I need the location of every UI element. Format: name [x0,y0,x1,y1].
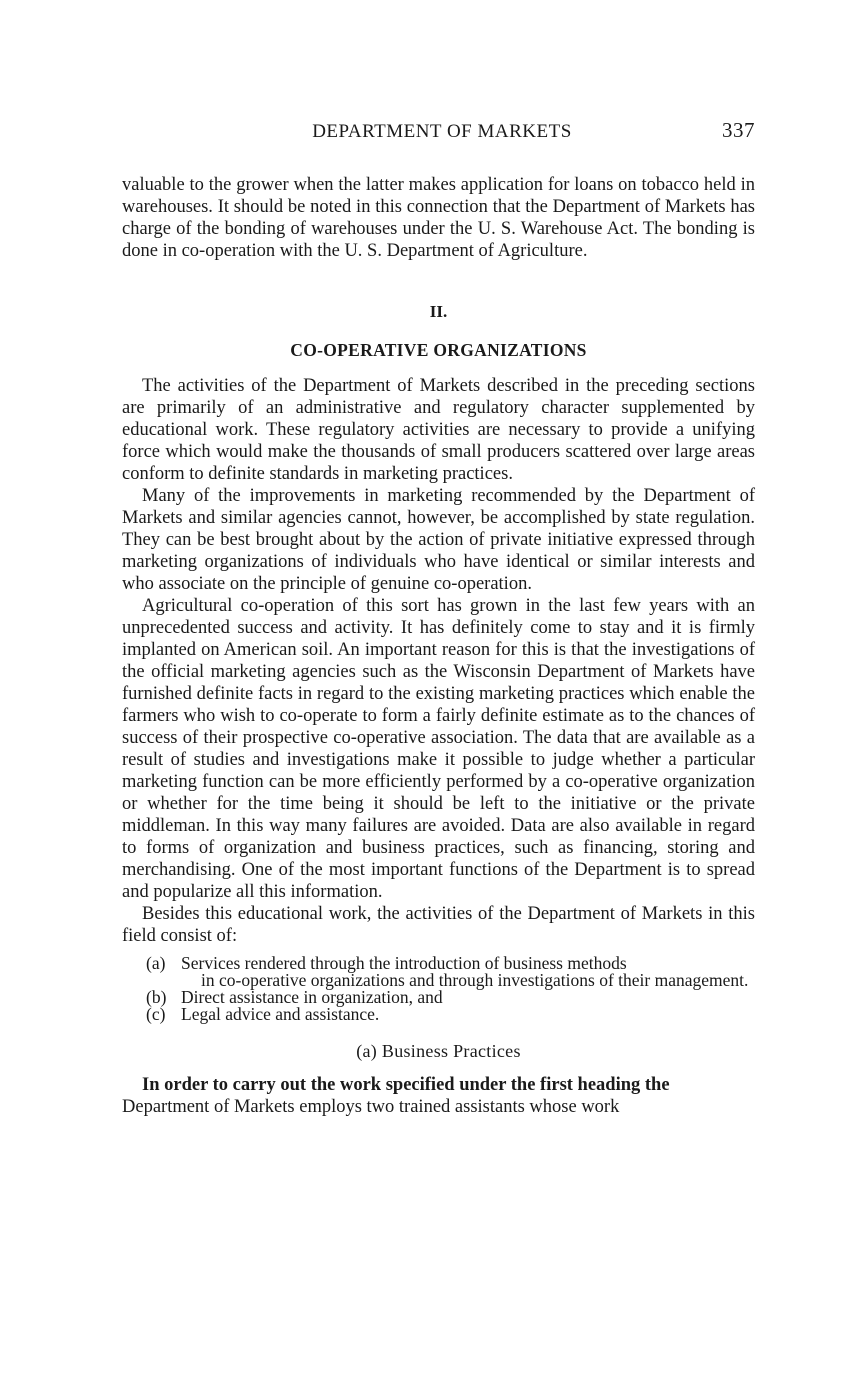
list-item [122,1006,755,1023]
section-title: CO-OPERATIVE ORGANIZATIONS [290,340,587,360]
opening-paragraph: valuable to the grower when the latter makes application for loans on tobacco held in warehouses. It should be noted in this connection that the Department of Markets has charge of the bonding of warehouses under the U. S. Warehouse Act. The bonding is done in co-operation with the U. S. Department of Agriculture. [122,175,755,261]
body-paragraph: Agricultural co-operation of this sort has grown in the last few years with an unprecedented success and activity. It has definitely come to stay and it is firmly implanted on American soil. An important reason for this is that the investigations of the official marketing agencies such as the Wisconsin Department of Markets have furnished definite facts in regard to the existing marketing practices which enable the farmers who wish to co-operate to form a fairly definite estimate as to the chances of success of their prospective co-operative association. The data that are available as a result of studies and investigations make it possible to judge whether a particular marketing function can be more efficiently performed by a co-operative organization or whether for the time being it should be left to the initiative or the private middleman. In this way many failures are avoided. Data are also available in regard to forms of organization and business practices, such as financing, storing and merchandising. One of the most important functions of the Department is to spread and popularize all this information. [122,596,755,902]
list-item-first-line: Services rendered through the introduction of business methods [181,953,627,973]
document-page [122,118,755,1118]
page-number: 337 [722,118,755,142]
list-marker: (c) [146,1004,166,1024]
running-header [122,118,755,152]
subsection-heading: (a) Business Practices [356,1041,521,1061]
list-item-first-line: Direct assistance in organization, and [181,987,443,1007]
final-paragraph [122,1074,755,1118]
final-paragraph-rest: Department of Markets employs two trained assistants whose work [122,1097,620,1117]
body-paragraph: The activities of the Department of Markets described in the preceding sections are primarily of an administrative and regulatory character supplemented by educational work. These regulatory activities are necessary to provide a unifying force which would make the thousands of small producers scattered over large areas conform to definite standards in marketing practices. [122,376,755,484]
section-numeral: II. [429,302,448,321]
lead-text: In order to carry out the work specified under the first heading the [142,1075,670,1095]
activities-list [122,955,755,1023]
body-paragraph: Many of the improvements in marketing recommended by the Department of Markets and similar agencies cannot, however, be accomplished by state regulation. They can be best brought about by the action of private initiative expressed through marketing organizations of individuals who have identical or similar interests and who associate on the principle of genuine co-operation. [122,486,755,594]
final-paragraph-lead [122,1074,755,1096]
list-item-text [181,955,755,989]
body-paragraph: Besides this educational work, the activities of the Department of Markets in this field consist of: [122,904,755,946]
list-item-first-line: Legal advice and assistance. [181,1004,380,1024]
list-item-continuation: in co-operative organizations and through investigations of their management. [201,970,749,990]
list-item [122,955,755,989]
running-head-title: DEPARTMENT OF MARKETS [312,121,572,142]
list-marker: (b) [146,987,167,1007]
list-item-text [181,1006,755,1023]
list-marker: (a) [146,953,166,973]
